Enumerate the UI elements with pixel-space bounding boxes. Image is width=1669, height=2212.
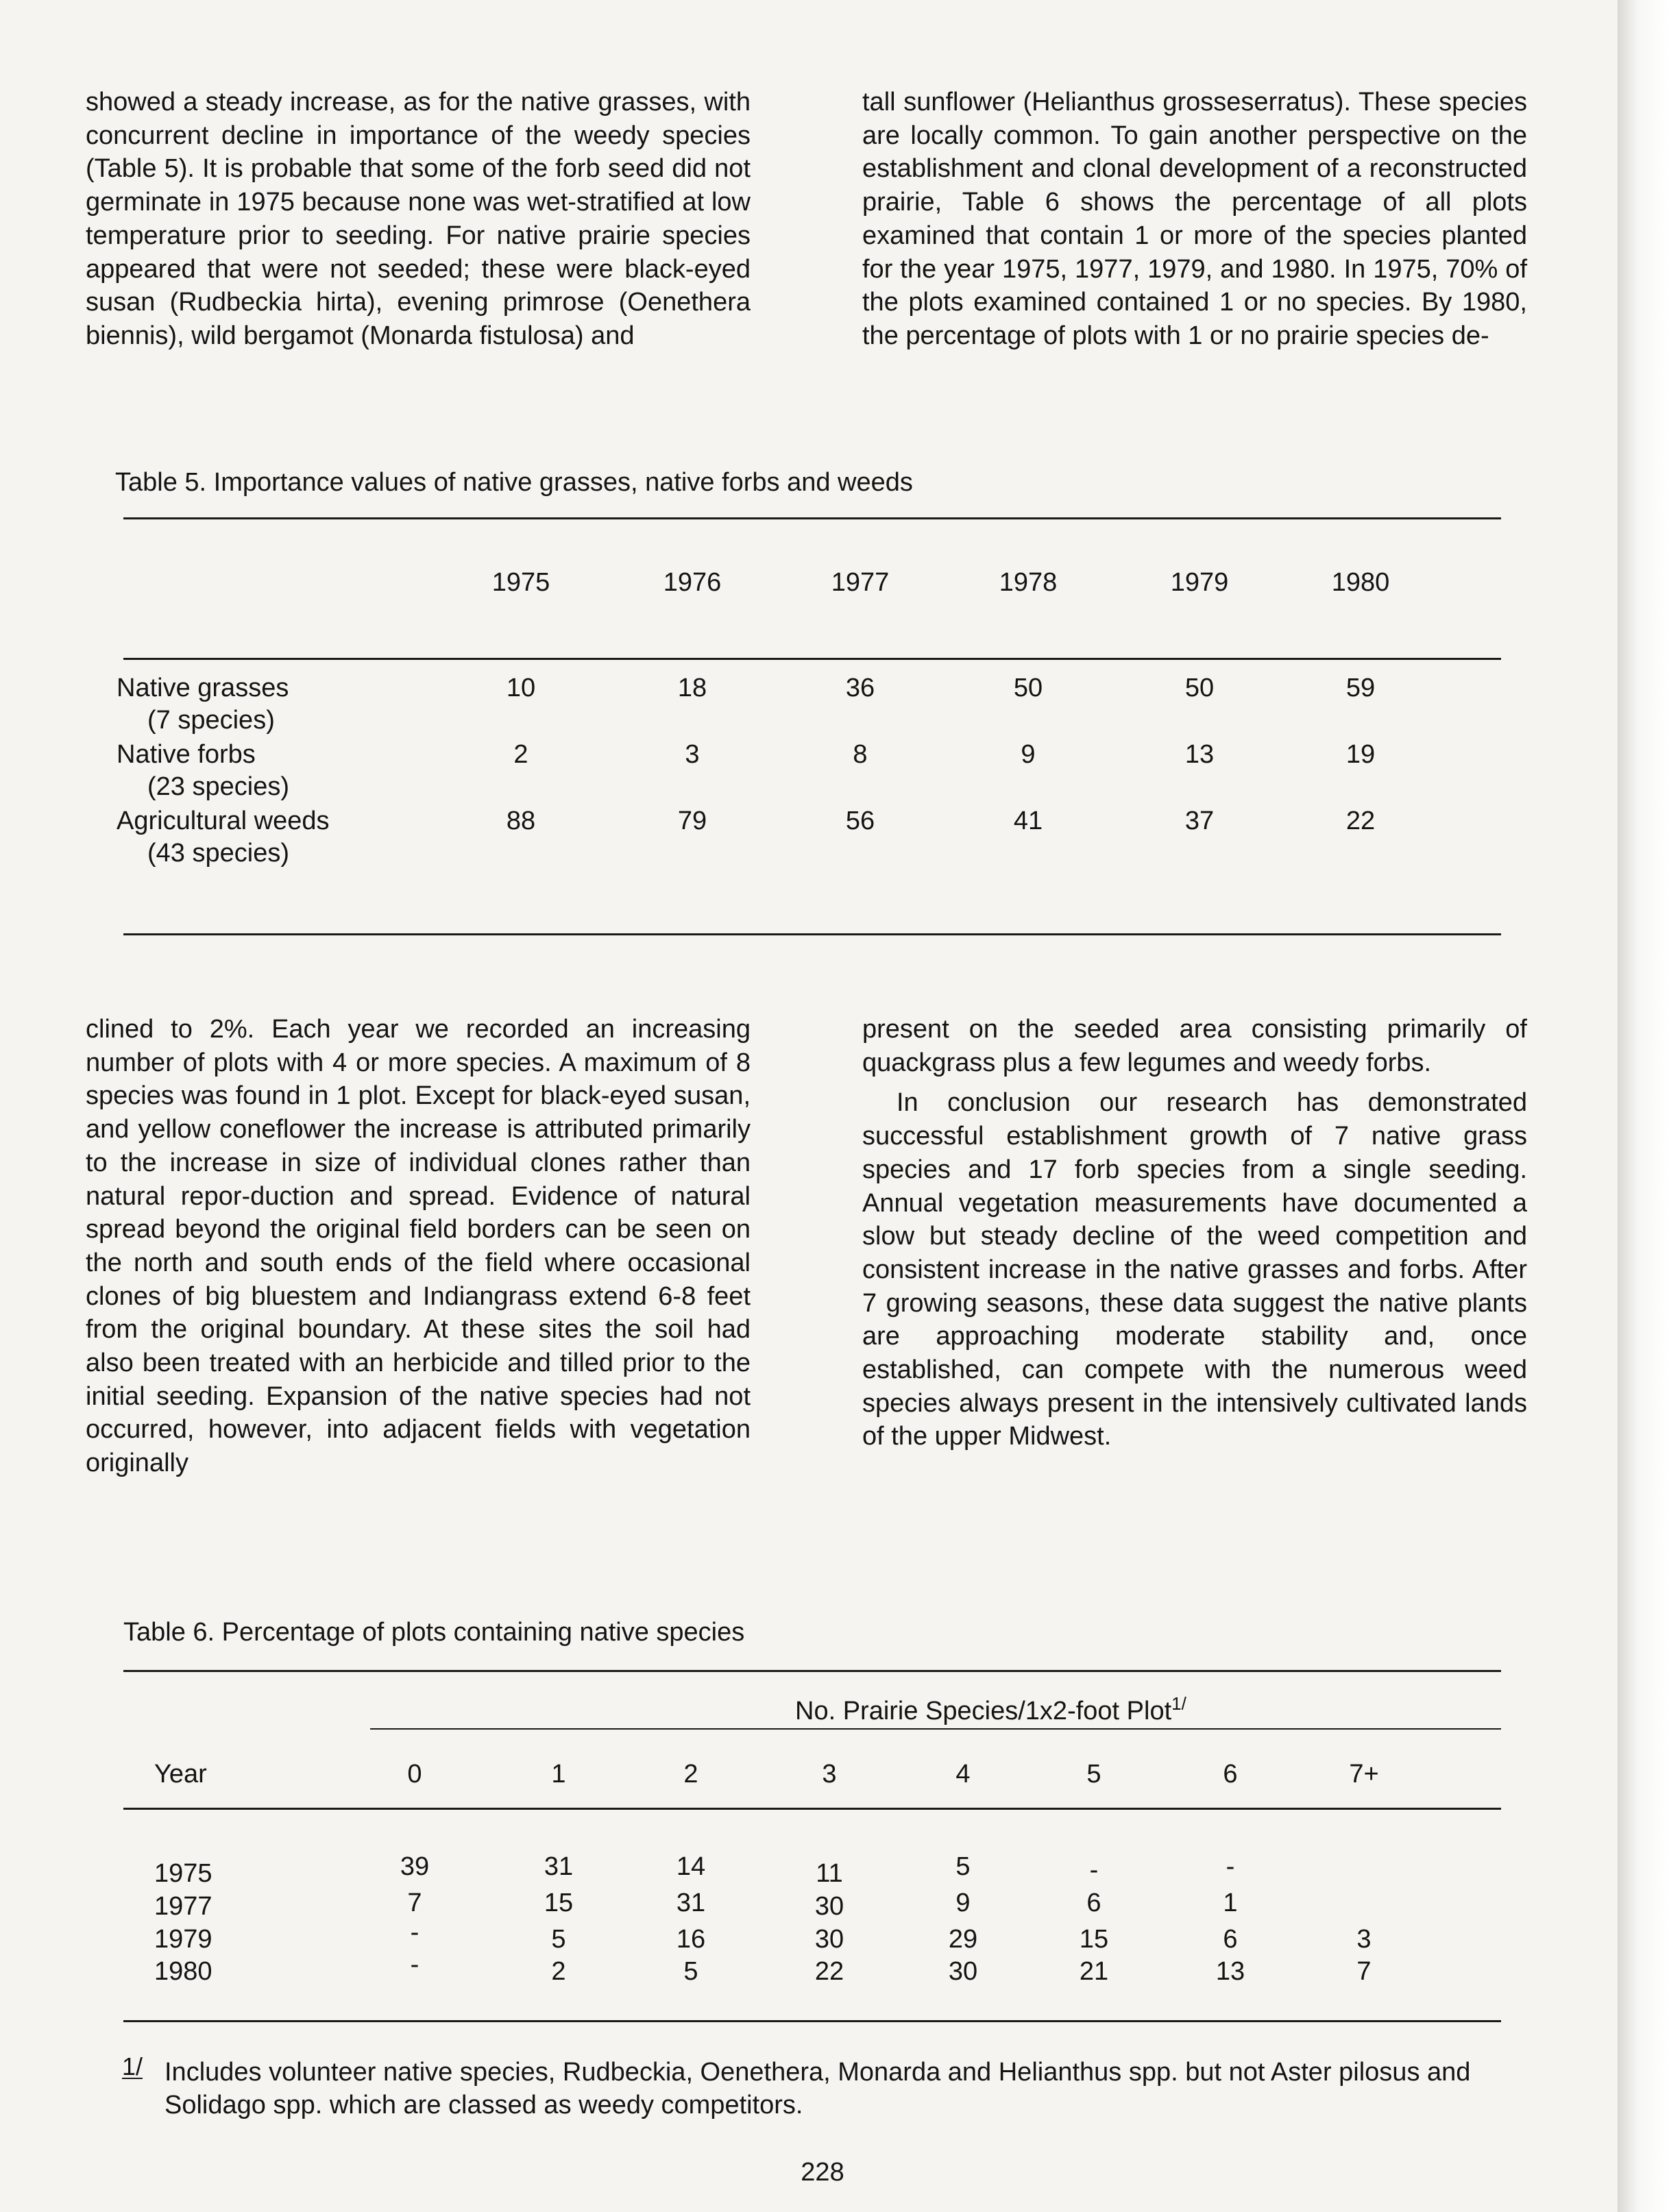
- table6-cell: 15: [544, 1889, 574, 1917]
- table6-cell: 29: [948, 1925, 978, 1954]
- table6-cell: 31: [676, 1889, 706, 1917]
- table5-year-header: 1980: [1331, 568, 1390, 597]
- table6-cell: 1: [1223, 1889, 1238, 1917]
- table6-cell: -: [410, 1950, 419, 1979]
- top-left-column: [86, 86, 751, 353]
- table5-cell: 50: [1184, 674, 1215, 702]
- table5-row-label: Agricultural weeds: [117, 807, 330, 835]
- table6-col-header: 0: [407, 1760, 422, 1789]
- table6-cell: 7: [407, 1889, 422, 1917]
- table6-cell: 30: [814, 1925, 844, 1954]
- table6-caption: Table 6. Percentage of plots containing native species: [123, 1618, 745, 1647]
- table6-row-year: 1979: [154, 1925, 212, 1954]
- table6-cell: 30: [948, 1957, 978, 1986]
- table5-cell: 36: [845, 674, 875, 702]
- table5-cell: 18: [677, 674, 707, 702]
- table6-cell: -: [1089, 1856, 1099, 1884]
- table5-cell: 22: [1345, 807, 1376, 835]
- table6-row-year: 1977: [154, 1892, 212, 1921]
- table6-col-header: 3: [822, 1760, 837, 1789]
- table5-cell: 8: [853, 740, 868, 769]
- table6-cell: 13: [1215, 1957, 1245, 1986]
- table5-row-label: Native forbs: [117, 740, 256, 769]
- table5-top-rule: [123, 517, 1501, 519]
- middle-right-column: [862, 1013, 1527, 1453]
- table5-cell: 59: [1345, 674, 1376, 702]
- table6-row-year: 1980: [154, 1957, 212, 1986]
- table5-bottom-rule: [123, 933, 1501, 935]
- table5-cell: 50: [1013, 674, 1043, 702]
- table6-col-header: 2: [683, 1760, 698, 1789]
- footnote: [122, 2052, 1481, 2122]
- table5-year-header: 1975: [491, 568, 550, 597]
- table6-cell: 11: [816, 1859, 843, 1888]
- table5-cell: 3: [685, 740, 700, 769]
- table5-cell: 13: [1184, 740, 1215, 769]
- table6-cell: 9: [955, 1889, 971, 1917]
- table5-cell: 41: [1013, 807, 1043, 835]
- middle-right-paragraph: present on the seeded area consisting primarily of quackgrass plus a few legumes and weedy forbs.: [862, 1015, 1527, 1077]
- table5-year-header: 1979: [1170, 568, 1229, 597]
- table6-cell: 16: [676, 1925, 706, 1954]
- table6-cell: 6: [1086, 1889, 1101, 1917]
- middle-left-paragraph: clined to 2%. Each year we recorded an increasing number of plots with 4 or more species. A maximum of 8 species was found in 1 plot. Except for black-eyed susan, and yellow coneflower the increase is attributed primarily to the increase in size of individual clones rather than natural repor-duction and spread. Evidence of natural spread beyond the original field borders can be seen on the north and south ends of the field where occasional clones of big bluestem and Indiangrass extend 6-8 feet from the original boundary. At these sites the soil had also been treated with an herbicide and tilled prior to the initial seeding. Expansion of the native species had not occurred, however, into adjacent fields with vegetation originally: [86, 1015, 751, 1478]
- table6-cell: 7: [1356, 1957, 1372, 1986]
- footnote-text: Includes volunteer native species, Rudbeckia, Oenethera, Monarda and Helianthus spp. but not Aster pilosus and Solidago spp. which are classed as weedy competitors.: [165, 2058, 1471, 2119]
- table5-row-label: Native grasses: [117, 674, 289, 702]
- table6-col-header: 5: [1086, 1760, 1101, 1789]
- table6-row-year: 1975: [154, 1859, 212, 1888]
- table6-cell: 22: [814, 1957, 844, 1986]
- top-left-paragraph: showed a steady increase, as for the native grasses, with concurrent decline in importance of the weedy species (Table 5). It is probable that some of the forb seed did not germinate in 1975 because none was wet-stratified at low temperature prior to seeding. For native prairie species appeared that were not seeded; these were black-eyed susan (Rudbeckia hirta), evening primrose (Oenethera biennis), wild bergamot (Monarda fistulosa) and: [86, 88, 751, 350]
- table5-cell: 88: [506, 807, 536, 835]
- top-right-paragraph: tall sunflower (Helianthus grosseserratus). These species are locally common. To gain another perspective on the establishment and clonal development of a reconstructed prairie, Table 6 shows the percentage of all plots examined that contain 1 or more of the species planted for the year 1975, 1977, 1979, and 1980. In 1975, 70% of the plots examined contained 1 or no species. By 1980, the percentage of plots with 1 or no prairie species de-: [862, 88, 1527, 350]
- table6-cell: -: [1226, 1852, 1235, 1881]
- table5-cell: 19: [1345, 740, 1376, 769]
- table5-caption: Table 5. Importance values of native grasses, native forbs and weeds: [115, 468, 913, 497]
- top-right-column: [862, 86, 1527, 353]
- table6-cell: 5: [683, 1957, 698, 1986]
- table6-cell: 30: [814, 1892, 844, 1921]
- table6-header-rule: [123, 1808, 1501, 1810]
- table6-cell: 5: [551, 1925, 566, 1954]
- table5-row-sublabel: (23 species): [147, 772, 289, 801]
- table5-cell: 79: [677, 807, 707, 835]
- table5-cell: 9: [1021, 740, 1036, 769]
- table6-group-header: No. Prairie Species/1x2-foot Plot$^{1/}$: [795, 1693, 1186, 1725]
- table5-row-sublabel: (43 species): [147, 839, 289, 868]
- footnote-ref-mark: 1/: [1171, 1693, 1186, 1714]
- table6-cell: 31: [544, 1852, 574, 1881]
- table5-row-sublabel: (7 species): [147, 706, 275, 735]
- table6-group-rule: [370, 1728, 1501, 1730]
- table5-cell: 2: [513, 740, 528, 769]
- table5-cell: 37: [1184, 807, 1215, 835]
- page-edge-shadow: [1618, 0, 1669, 2212]
- footnote-mark: 1/: [122, 2050, 143, 2083]
- table6-cell: -: [410, 1918, 419, 1947]
- table6-col-header: 1: [551, 1760, 566, 1789]
- table6-cell: 3: [1356, 1925, 1372, 1954]
- table6-year-header: Year: [154, 1760, 207, 1789]
- table6-cell: 15: [1079, 1925, 1109, 1954]
- table6-col-header: 7+: [1349, 1760, 1379, 1789]
- table5-header-rule: [123, 658, 1501, 660]
- table6-bottom-rule: [123, 2020, 1501, 2022]
- conclusion-paragraph: In conclusion our research has demonstrated successful establishment growth of 7 native grass species and 17 forb species from a single seeding. Annual vegetation measurements have documented a slow but steady decline of the weed competition and consistent increase in the native grasses and forbs. After 7 growing seasons, these data suggest the native plants are approaching moderate stability and, once established, can compete with the numerous weed species always present in the intensively cultivated lands of the upper Midwest.: [862, 1088, 1527, 1451]
- table6-cell: 2: [551, 1957, 566, 1986]
- table6-top-rule: [123, 1670, 1501, 1672]
- table6-col-header: 4: [955, 1760, 971, 1789]
- table6-cell: 5: [955, 1852, 971, 1881]
- table5-year-header: 1976: [663, 568, 722, 597]
- table5-cell: 56: [845, 807, 875, 835]
- table5-year-header: 1978: [999, 568, 1058, 597]
- table6-cell: 6: [1223, 1925, 1238, 1954]
- table6-cell: 21: [1079, 1957, 1109, 1986]
- table6-cell: 39: [400, 1852, 430, 1881]
- middle-left-column: [86, 1013, 751, 1480]
- table5-year-header: 1977: [831, 568, 890, 597]
- table6-cell: 14: [676, 1852, 706, 1881]
- table5-cell: 10: [506, 674, 536, 702]
- table6-col-header: 6: [1223, 1760, 1238, 1789]
- page-number: 228: [801, 2158, 844, 2187]
